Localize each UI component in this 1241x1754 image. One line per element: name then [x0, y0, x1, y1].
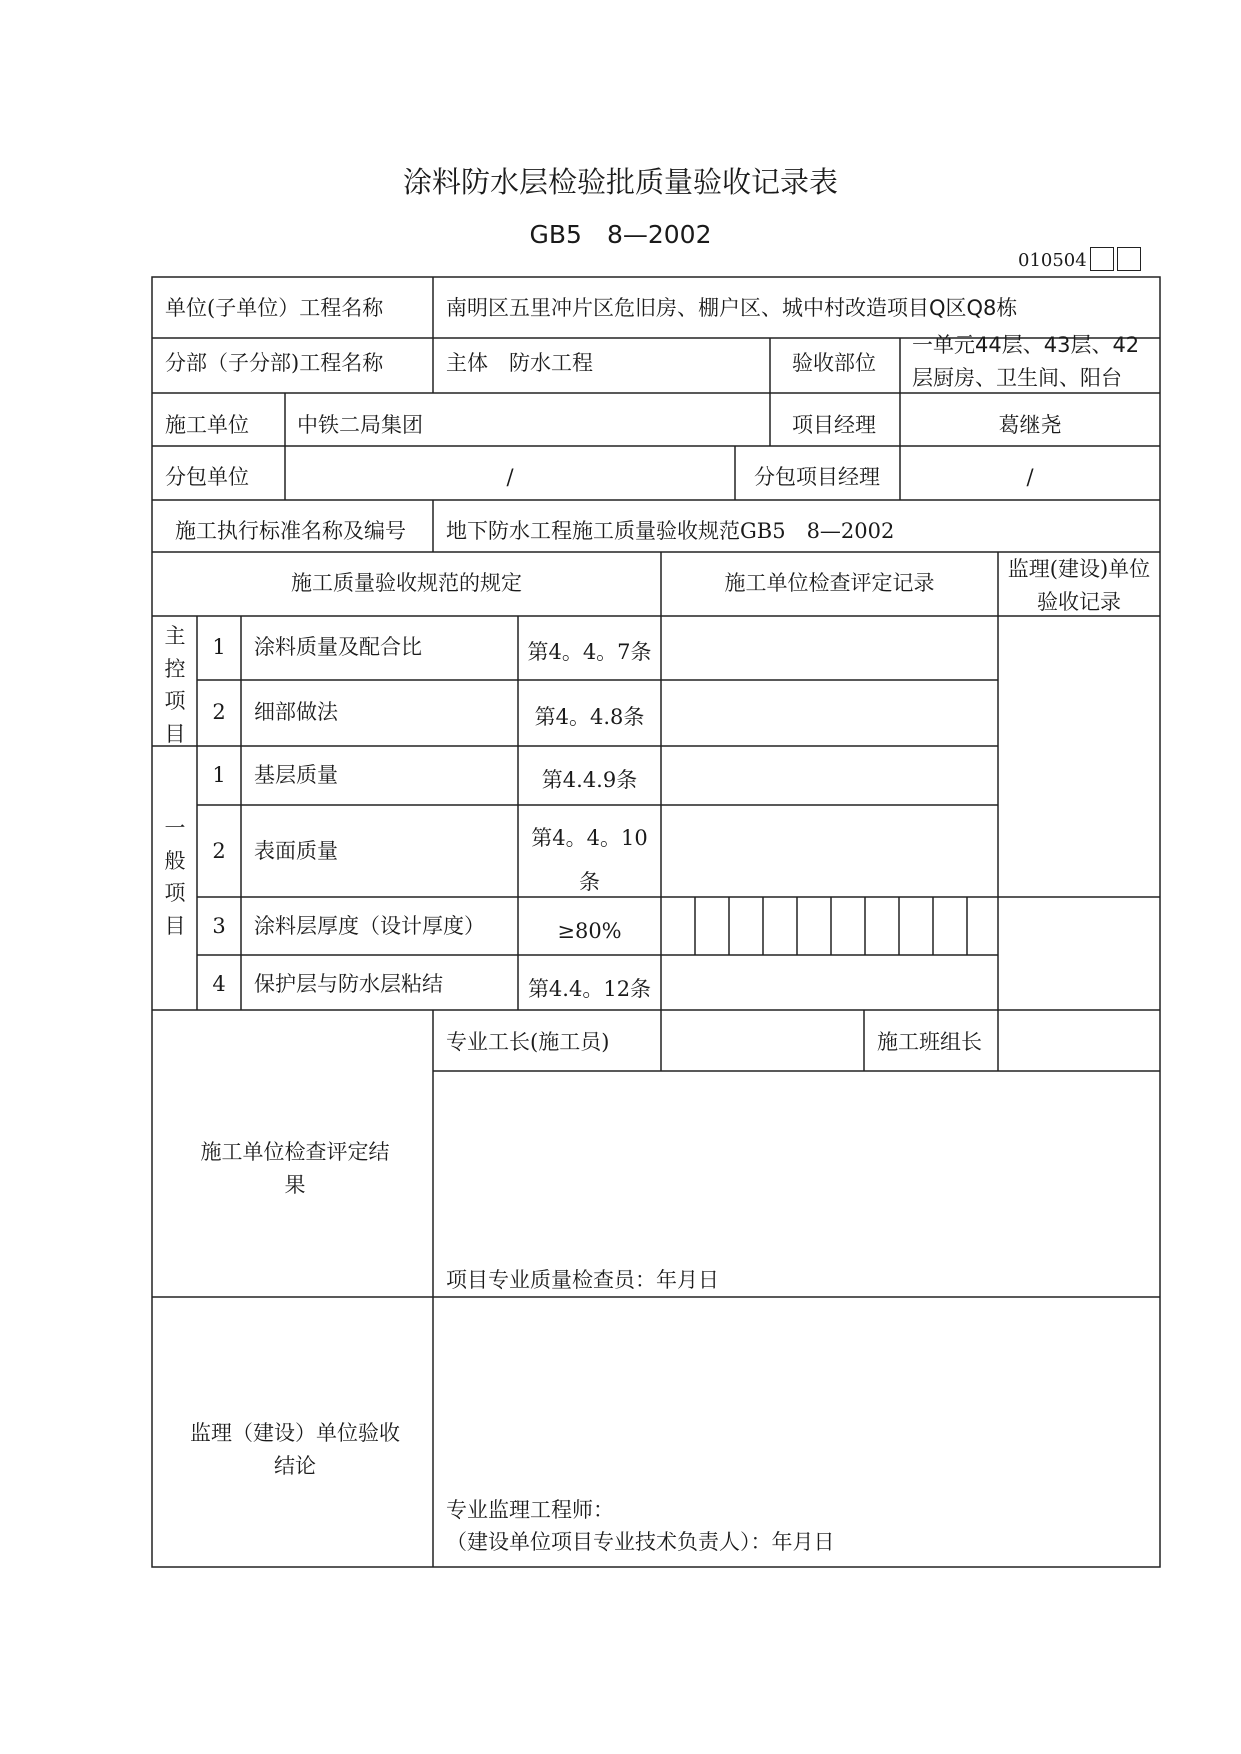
standard-value[interactable]: 地下防水工程施工质量验收规范GB5 8—2002 [446, 519, 895, 543]
project-manager-value[interactable]: 葛继尧 [998, 413, 1062, 437]
main-item-1-no: 1 [212, 635, 226, 659]
column-supervisor-record: 监理(建设)单位验收记录 [1007, 557, 1151, 614]
contractor-label: 施工单位 [165, 413, 249, 437]
general-item-4-no: 4 [212, 972, 226, 996]
document-title: 涂料防水层检验批质量验收记录表 [402, 165, 838, 199]
contractor-value[interactable]: 中铁二局集团 [297, 413, 423, 437]
main-item-1-clause: 第4。4。7条 [527, 640, 652, 664]
supervisor-conclusion-label: 监理（建设）单位验收结论 [190, 1421, 400, 1478]
general-item-4-clause: 第4.4。12条 [527, 977, 652, 1001]
foreman-label: 专业工长(施工员) [446, 1030, 610, 1054]
general-item-1-no: 1 [212, 763, 226, 787]
general-item-2-name: 表面质量 [254, 839, 338, 863]
general-item-3-name: 涂料层厚度（设计厚度） [254, 914, 485, 938]
general-item-1-name: 基层质量 [254, 763, 338, 787]
general-item-4-name: 保护层与防水层粘结 [254, 972, 443, 996]
project-name-label: 单位(子单位）工程名称 [165, 296, 384, 320]
acceptance-part-label: 验收部位 [792, 351, 876, 375]
main-item-2-name: 细部做法 [254, 700, 338, 724]
general-item-3-no: 3 [212, 914, 226, 938]
general-item-1-clause: 第4.4.9条 [541, 768, 638, 792]
subproject-value[interactable]: 主体 防水工程 [446, 351, 593, 375]
supervisor-engineer-line[interactable]: 专业监理工程师： [446, 1498, 614, 1522]
standard-code: GB5 8—2002 [529, 220, 712, 249]
main-control-label: 主控项目 [164, 624, 186, 746]
owner-signature-line[interactable]: （建设单位项目专业技术负责人）：年月日 [446, 1530, 835, 1554]
team-leader-label: 施工班组长 [877, 1030, 982, 1054]
general-item-2-no: 2 [212, 839, 226, 863]
subproject-label: 分部（子分部)工程名称 [165, 351, 384, 375]
acceptance-part-value[interactable]: 一单元44层、43层、42层厨房、卫生间、阳台 [912, 333, 1140, 390]
column-spec: 施工质量验收规范的规定 [291, 571, 522, 595]
general-item-2-clause: 第4。4。10条 [531, 826, 648, 895]
main-item-2-no: 2 [212, 700, 226, 724]
contractor-result-label: 施工单位检查评定结果 [200, 1140, 390, 1197]
form-number: 010504 [1018, 250, 1087, 271]
main-item-1-name: 涂料质量及配合比 [254, 635, 422, 659]
column-contractor-record: 施工单位检查评定记录 [724, 571, 935, 595]
project-name-value[interactable]: 南明区五里冲片区危旧房、棚户区、城中村改造项目Q区Q8栋 [446, 296, 1018, 320]
main-item-2-clause: 第4。4.8条 [534, 705, 645, 729]
project-manager-label: 项目经理 [792, 413, 876, 437]
subcontractor-value[interactable]: / [506, 465, 514, 489]
inspector-signature-line[interactable]: 项目专业质量检查员：年月日 [446, 1268, 719, 1292]
subcontractor-label: 分包单位 [165, 465, 249, 489]
standard-label: 施工执行标准名称及编号 [175, 519, 406, 543]
sub-manager-label: 分包项目经理 [754, 465, 880, 489]
sub-manager-value[interactable]: / [1026, 465, 1034, 489]
general-label: 一般项目 [164, 816, 186, 938]
general-item-3-clause: ≥80% [557, 919, 622, 943]
